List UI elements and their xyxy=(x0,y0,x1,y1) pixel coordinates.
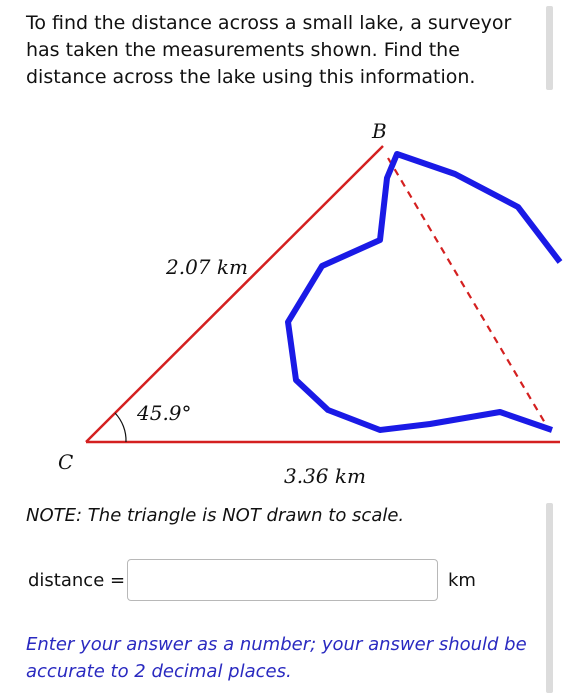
lake-outline xyxy=(288,154,560,430)
lake-triangle-diagram xyxy=(0,108,578,493)
angle-c-label: 45.9° xyxy=(137,401,192,425)
note-text: NOTE: The triangle is NOT drawn to scale. xyxy=(26,505,405,526)
scrollbar[interactable] xyxy=(546,6,553,90)
distance-label: distance = xyxy=(28,570,126,591)
side-cb-line xyxy=(86,146,383,442)
vertex-b-label: B xyxy=(372,119,387,143)
angle-c-arc xyxy=(115,413,126,442)
scrollbar[interactable] xyxy=(546,503,553,693)
answer-hint: Enter your answer as a number; your answer should be accurate to 2 decimal places. xyxy=(26,634,527,682)
side-ca-length-label: 3.36 km xyxy=(284,464,366,488)
distance-ab-dashed-line xyxy=(388,158,548,428)
side-cb-length-label: 2.07 km xyxy=(166,255,248,279)
question-text: To find the distance across a small lake, a surveyor has taken the measurements shown. Find the distance across the lake using this information. xyxy=(26,12,512,88)
distance-answer-input[interactable] xyxy=(127,559,438,601)
unit-label: km xyxy=(448,570,476,591)
vertex-c-label: C xyxy=(58,450,74,474)
